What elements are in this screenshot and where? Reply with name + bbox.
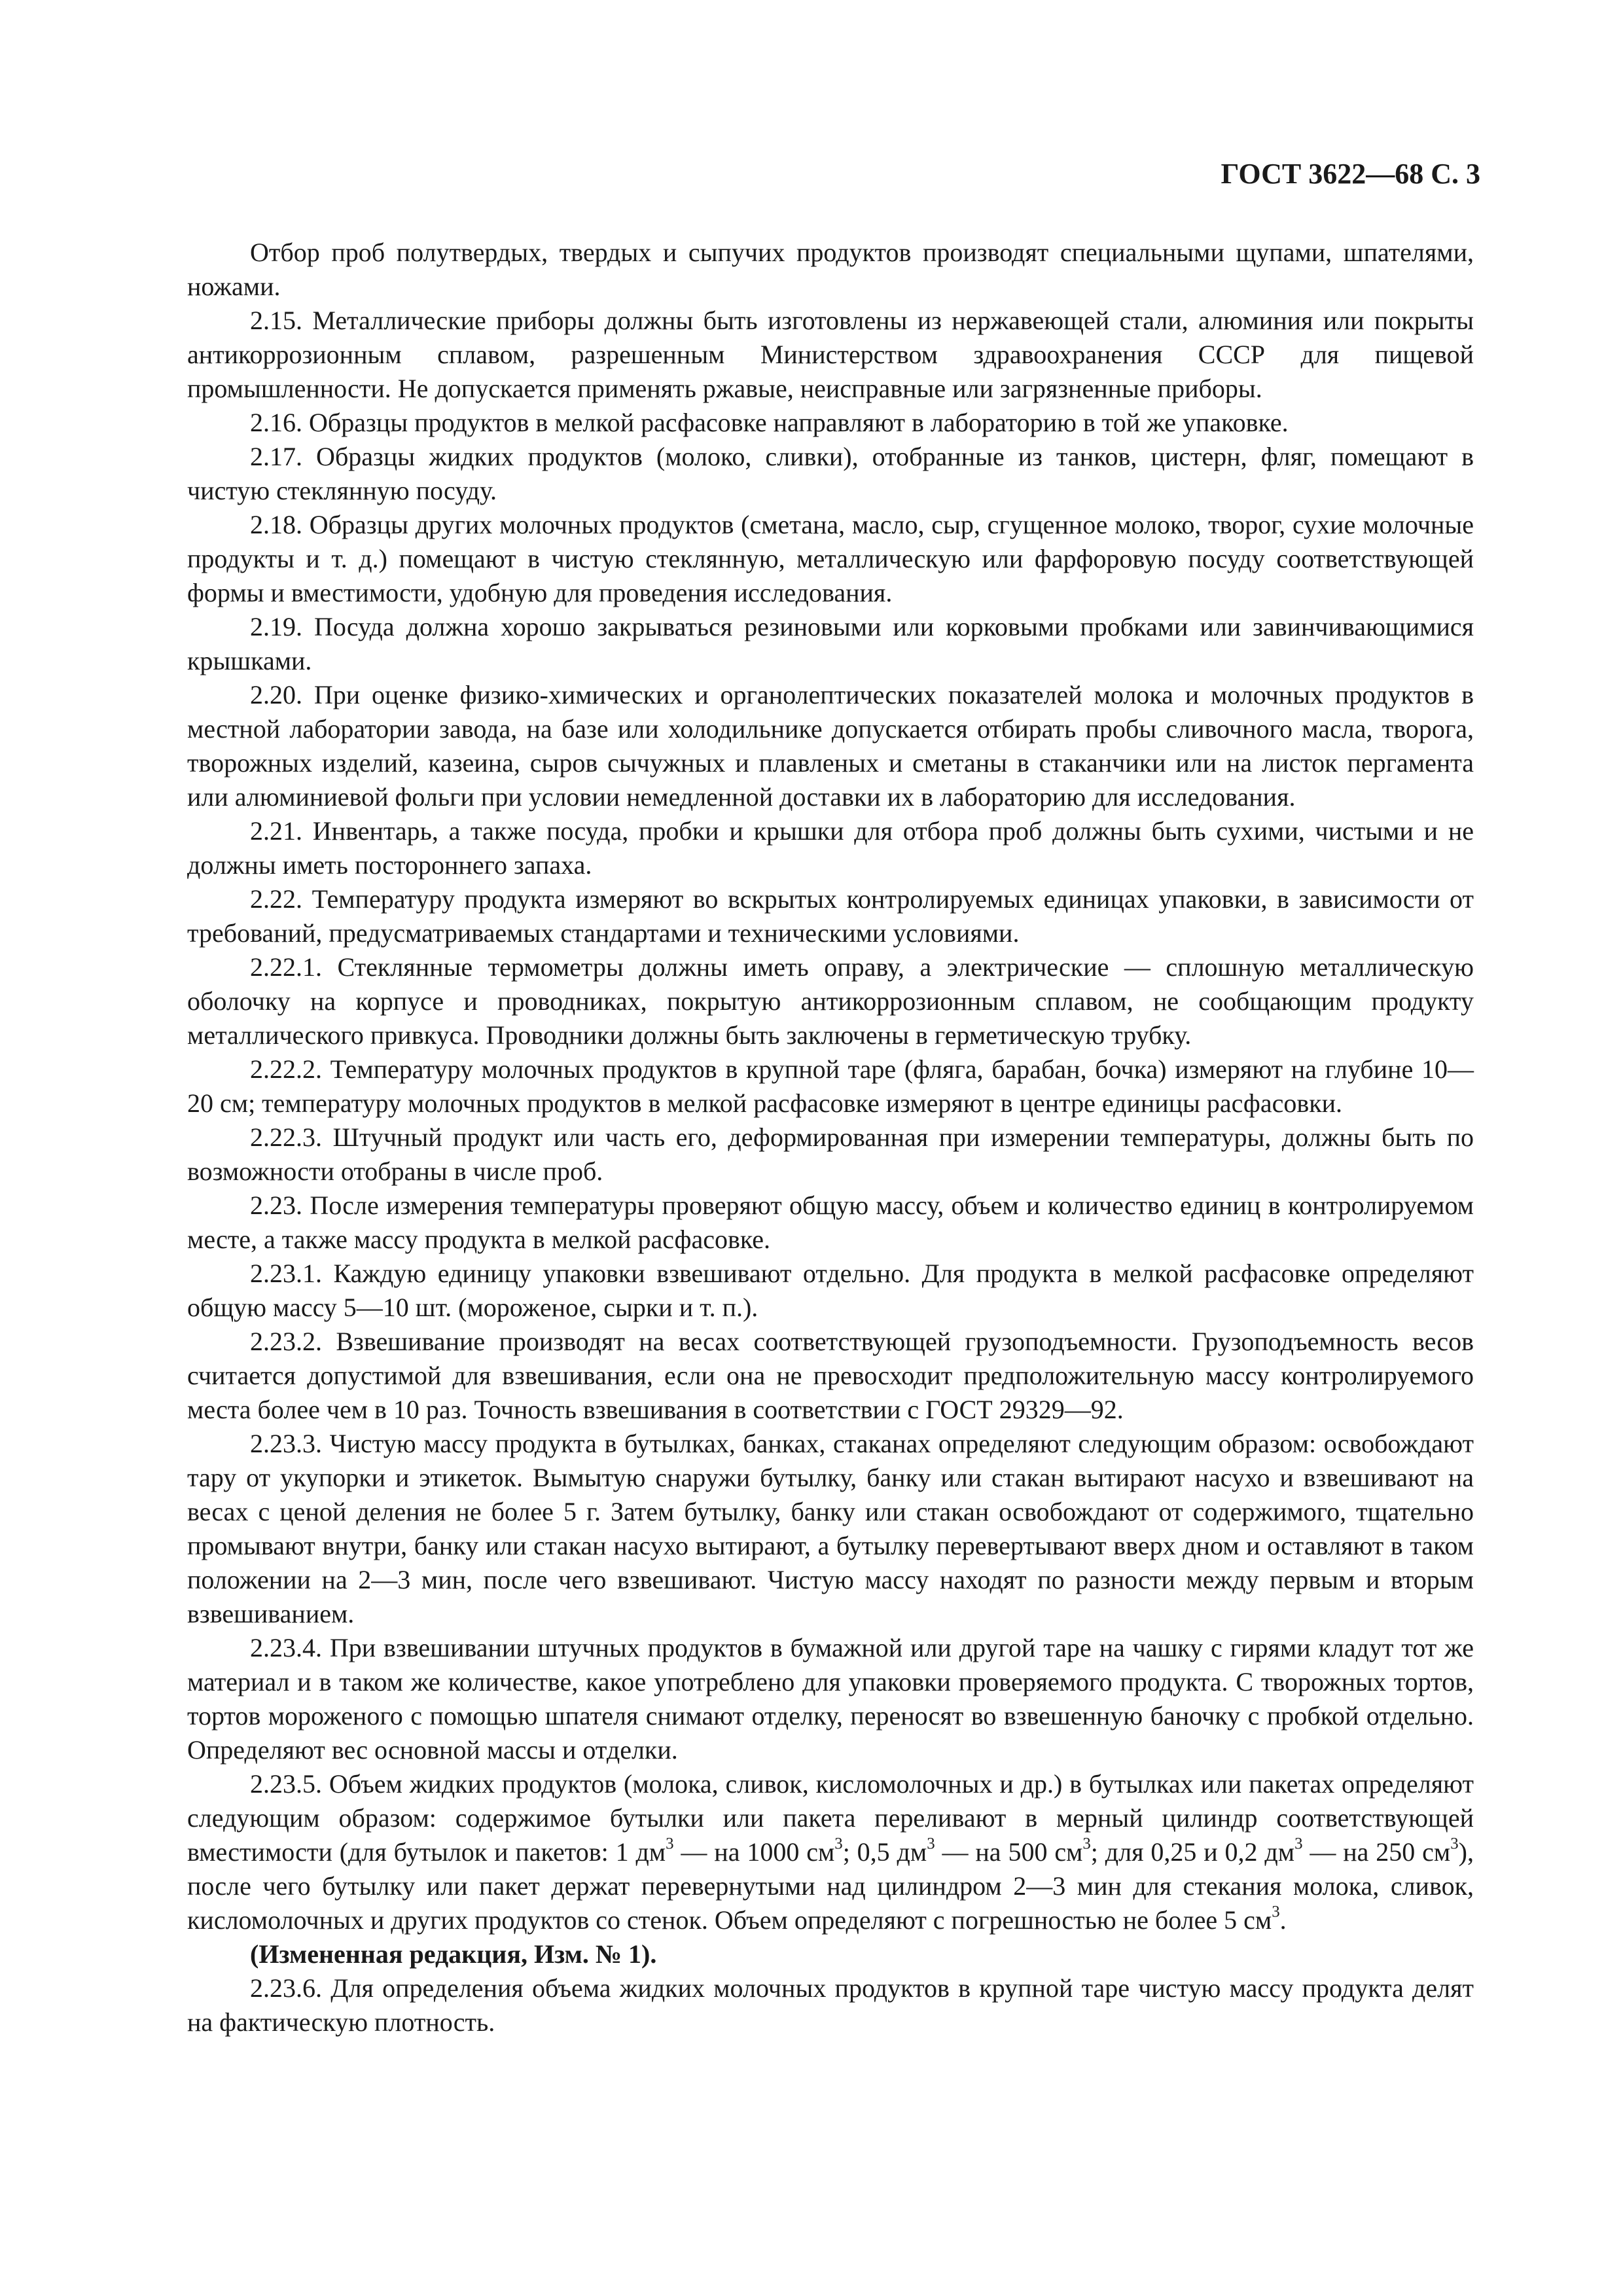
paragraph-2-22-3: 2.22.3. Штучный продукт или часть его, деформированная при измерении температуры, должны быть по возможности отобраны в числе проб. bbox=[187, 1122, 1474, 1186]
superscript: 3 bbox=[1450, 1835, 1459, 1853]
text-segment: ), после чего бутылку или пакет держат перевернутыми над цилиндром 2—3 мин для стекания молока, сливок, кисломолочных и других продуктов со стенок. Объем определяют с погрешностью не более 5 см bbox=[187, 1837, 1474, 1935]
text-segment: ; для 0,25 и 0,2 дм bbox=[1090, 1837, 1295, 1867]
paragraph-2-23-2: 2.23.2. Взвешивание производят на весах соответствующей грузоподъемности. Грузоподъемность весов считается допустимой для взвешивания, если она не превосходит предположительную массу контролируемого места более чем в 10 раз. Точность взвешивания в соответствии с ГОСТ 29329—92. bbox=[187, 1327, 1474, 1424]
paragraph-2-23-1: 2.23.1. Каждую единицу упаковки взвешивают отдельно. Для продукта в мелкой расфасовке определяют общую массу 5—10 шт. (мороженое, сырки и т. п.). bbox=[187, 1259, 1474, 1322]
paragraph-2-18: 2.18. Образцы других молочных продуктов (сметана, масло, сыр, сгущенное молоко, творог, сухие молочные продукты и т. д.) помещают в чистую стеклянную, металлическую или фарфоровую посуду соответствующей формы и вместимости, удобную для проведения исследования. bbox=[187, 510, 1474, 607]
paragraph-2-23: 2.23. После измерения температуры проверяют общую массу, объем и количество единиц в контролируемом месте, а также массу продукта в мелкой расфасовке. bbox=[187, 1191, 1474, 1254]
text-segment: — на 500 см bbox=[935, 1837, 1083, 1867]
text-segment: . bbox=[1279, 1905, 1287, 1935]
page-header: ГОСТ 3622—68 С. 3 bbox=[1221, 158, 1480, 190]
paragraph-2-23-6: 2.23.6. Для определения объема жидких молочных продуктов в крупной таре чистую массу продукта делят на фактическую плотность. bbox=[187, 1973, 1474, 2037]
paragraph-2-22: 2.22. Температуру продукта измеряют во вскрытых контролируемых единицах упаковки, в зависимости от требований, предусматриваемых стандартами и техническими условиями. bbox=[187, 884, 1474, 948]
paragraph-sampling-tools: Отбор проб полутвердых, твердых и сыпучих продуктов производят специальными щупами, шпателями, ножами. bbox=[187, 238, 1474, 301]
superscript: 3 bbox=[834, 1835, 843, 1853]
superscript: 3 bbox=[927, 1835, 935, 1853]
text-segment: — на 1000 см bbox=[673, 1837, 835, 1867]
paragraph-2-23-5 bbox=[187, 1767, 1474, 1937]
paragraph-2-20: 2.20. При оценке физико-химических и органолептических показателей молока и молочных продуктов в местной лаборатории завода, на базе или холодильнике допускается отбирать пробы сливочного масла, творога, творожных изделий, казеина, сыров сычужных и плавленых и сметаны в стаканчики или на листок пергамента или алюминиевой фольги при условии немедленной доставки их в лабораторию для исследования. bbox=[187, 680, 1474, 812]
paragraph-2-19: 2.19. Посуда должна хорошо закрываться резиновыми или корковыми пробками или завинчивающимися крышками. bbox=[187, 612, 1474, 675]
paragraph-2-23-4: 2.23.4. При взвешивании штучных продуктов в бумажной или другой таре на чашку с гирями кладут тот же материал и в таком же количестве, какое употреблено для упаковки проверяемого продукта. С творожных тортов, тортов мороженого с помощью шпателя снимают отделку, переносят во взвешенную баночку с пробкой отдельно. Определяют вес основной массы и отделки. bbox=[187, 1633, 1474, 1765]
document-body bbox=[187, 236, 1474, 2039]
superscript: 3 bbox=[1272, 1903, 1280, 1921]
text-segment: ; 0,5 дм bbox=[842, 1837, 927, 1867]
text-segment: 2.23.5. Объем жидких продуктов (молока, сливок, кисломолочных и др.) в бутылках или пакетах определяют следующим образом: содержимое бутылки или пакета переливают в мерный цилиндр соответствующей вместимости (для бутылок и пакетов: 1 дм bbox=[187, 1769, 1474, 1867]
paragraph-2-22-2: 2.22.2. Температуру молочных продуктов в крупной таре (фляга, барабан, бочка) измеряют на глубине 10—20 см; температуру молочных продуктов в мелкой расфасовке измеряют в центре единицы расфасовки. bbox=[187, 1054, 1474, 1118]
superscript: 3 bbox=[666, 1835, 674, 1853]
superscript: 3 bbox=[1294, 1835, 1303, 1853]
paragraph-2-22-1: 2.22.1. Стеклянные термометры должны иметь оправу, а электрические — сплошную металлическую оболочку на корпусе и проводниках, покрытую антикоррозионным сплавом, не сообщающим продукту металлического привкуса. Проводники должны быть заключены в герметическую трубку. bbox=[187, 952, 1474, 1050]
text-segment: — на 250 см bbox=[1302, 1837, 1451, 1867]
paragraph-2-21: 2.21. Инвентарь, а также посуда, пробки и крышки для отбора проб должны быть сухими, чистыми и не должны иметь постороннего запаха. bbox=[187, 816, 1474, 880]
paragraph-2-16: 2.16. Образцы продуктов в мелкой расфасовке направляют в лабораторию в той же упаковке. bbox=[250, 408, 1289, 437]
superscript: 3 bbox=[1082, 1835, 1091, 1853]
paragraph-2-15: 2.15. Металлические приборы должны быть изготовлены из нержавеющей стали, алюминия или покрыты антикоррозионным сплавом, разрешенным Министерством здравоохранения СССР для пищевой промышленности. Не допускается применять ржавые, неисправные или загрязненные приборы. bbox=[187, 306, 1474, 403]
paragraph-2-17: 2.17. Образцы жидких продуктов (молоко, сливки), отобранные из танков, цистерн, фляг, помещают в чистую стеклянную посуду. bbox=[187, 442, 1474, 505]
paragraph-2-23-3: 2.23.3. Чистую массу продукта в бутылках, банках, стаканах определяют следующим образом: освобождают тару от укупорки и этикеток. Вымытую снаружи бутылку, банку или стакан вытирают насухо и взвешивают на весах с ценой деления не более 5 г. Затем бутылку, банку или стакан освобождают от содержимого, тщательно промывают внутри, банку или стакан насухо вытирают, а бутылку перевертывают вверх дном и оставляют в таком положении на 2—3 мин, после чего взвешивают. Чистую массу находят по разности между первым и вторым взвешиванием. bbox=[187, 1429, 1474, 1628]
amendment-note: (Измененная редакция, Изм. № 1). bbox=[250, 1939, 657, 1969]
